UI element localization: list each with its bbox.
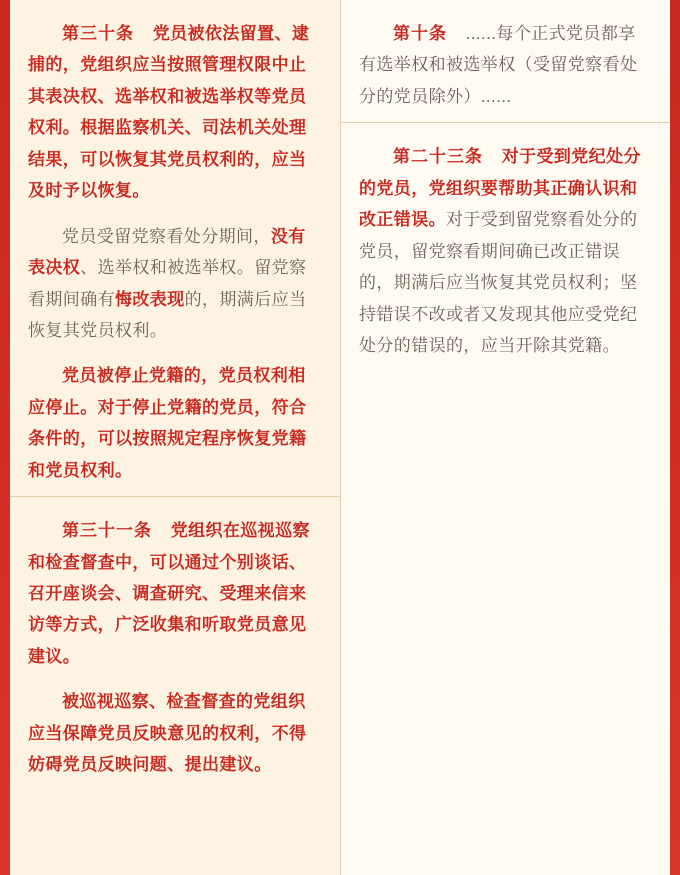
article-23-block xyxy=(341,123,670,371)
article-31-block xyxy=(10,497,340,791)
paragraph-article-30-2 xyxy=(28,221,320,347)
paragraph-article-31-1 xyxy=(28,515,320,672)
left-red-rail xyxy=(0,0,10,875)
text-run: 被巡视巡察、检查督查的党组织应当保障党员反映意见的权利，不得妨碍党员反映问题、提出建议。 xyxy=(28,692,307,775)
text-run: 党组织在巡视巡察和检查督查中，可以通过个别谈话、召开座谈会、调查研究、受理来信来访等方式，广泛收集和听取党员意见建议。 xyxy=(28,521,310,666)
paragraph-article-30-1 xyxy=(28,18,320,207)
article-10-block xyxy=(341,0,670,122)
text-run: 对于受到留党察看处分的党员，留党察看期间确已改正错误的，期满后应当恢复其党员权利；坚持错误不改或者又发现其他应受党纪处分的错误的，应当开除其党籍。 xyxy=(359,210,638,355)
text-run: 、选举权和被选举权。留党察看期间确有 xyxy=(28,258,307,309)
right-red-rail xyxy=(670,0,680,875)
text-run: ......每个正式党员都享有选举权和被选举权（受留党察看处分的党员除外）...... xyxy=(359,24,638,106)
article-number-10: 第十条 xyxy=(393,24,447,43)
text-run: 党员受留党察看处分期间， xyxy=(62,226,271,246)
right-column xyxy=(341,0,670,875)
left-column xyxy=(10,0,340,875)
text-run: 党员被停止党籍的，党员权利相应停止。对于停止党籍的党员，符合条件的，可以按照规定程序恢复党籍和党员权利。 xyxy=(28,366,307,480)
paragraph-article-23-1 xyxy=(359,141,650,361)
paragraph-article-31-2 xyxy=(28,686,320,780)
article-number-23: 第二十三条 xyxy=(393,147,483,167)
highlight-run: 悔改表现 xyxy=(115,289,185,309)
article-number-31: 第三十一条 xyxy=(62,521,152,541)
article-number-30: 第三十条 xyxy=(62,24,134,43)
content-columns xyxy=(10,0,670,875)
paragraph-article-10-1 xyxy=(359,18,650,112)
highlight-run: 对于受到党纪处分的党员，党组织要帮助其正确认识和改正错误。 xyxy=(359,147,641,230)
text-run: 的，期满后应当恢复其党员权利。 xyxy=(28,289,307,340)
highlight-run: 没有表决权 xyxy=(28,226,306,278)
text-run: 党员被依法留置、逮捕的，党组织应当按照管理权限中止其表决权、选举权和被选举权等党员权利。根据监察机关、司法机关处理结果，可以恢复其党员权利的，应当及时予以恢复。 xyxy=(28,24,310,201)
paragraph-article-30-3 xyxy=(28,360,320,486)
article-30-block xyxy=(10,0,340,496)
